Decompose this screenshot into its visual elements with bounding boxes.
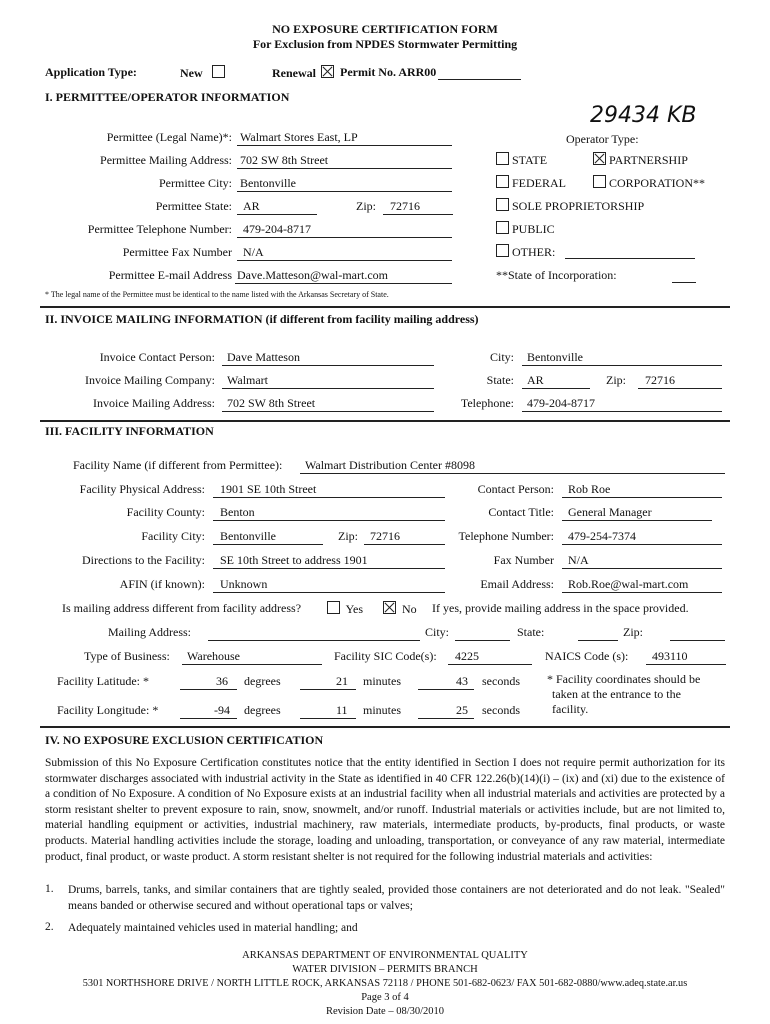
invoice-address-value: 702 SW 8th Street xyxy=(227,396,316,410)
footer-division: WATER DIVISION – PERMITS BRANCH xyxy=(292,964,478,975)
invoice-state-field[interactable] xyxy=(522,388,590,389)
facility-fax-field[interactable] xyxy=(562,568,722,569)
email-label: Permittee E-mail Address xyxy=(108,268,232,282)
longitude-degrees-field[interactable] xyxy=(180,718,237,719)
federal-checkbox[interactable] xyxy=(496,175,509,188)
zip-field[interactable] xyxy=(383,214,453,215)
facility-fax-value: N/A xyxy=(568,553,589,567)
facility-zip-label: Zip: xyxy=(338,529,358,543)
latitude-minutes-value: 21 xyxy=(336,674,348,688)
section-3-heading: III. FACILITY INFORMATION xyxy=(45,424,214,438)
afin-field[interactable] xyxy=(213,592,445,593)
facility-zip-field[interactable] xyxy=(364,544,445,545)
type-other[interactable] xyxy=(496,244,555,260)
phone-field[interactable] xyxy=(237,237,452,238)
facility-mailing-state-field[interactable] xyxy=(578,640,618,641)
latitude-degrees-field[interactable] xyxy=(180,689,237,690)
city-value: Bentonville xyxy=(240,176,296,190)
phone-label: Permittee Telephone Number: xyxy=(87,222,232,236)
facility-mailing-field[interactable] xyxy=(208,640,420,641)
sole-checkbox[interactable] xyxy=(496,198,509,211)
facility-name-field[interactable] xyxy=(300,473,725,474)
coordinates-note-line-2: taken at the entrance to the xyxy=(552,687,681,701)
longitude-minutes-unit: minutes xyxy=(363,703,401,717)
no-checkbox[interactable] xyxy=(383,601,396,614)
state-checkbox[interactable] xyxy=(496,152,509,165)
invoice-contact-field[interactable] xyxy=(222,365,434,366)
invoice-contact-value: Dave Matteson xyxy=(227,350,300,364)
invoice-city-field[interactable] xyxy=(522,365,722,366)
type-other-label: OTHER: xyxy=(512,245,556,259)
permit-number-field[interactable] xyxy=(438,79,521,80)
facility-contact-field[interactable] xyxy=(562,497,722,498)
directions-field[interactable] xyxy=(213,568,445,569)
incorporation-label: **State of Incorporation: xyxy=(496,268,617,282)
latitude-minutes-unit: minutes xyxy=(363,674,401,688)
latitude-degrees-value: 36 xyxy=(216,674,228,688)
longitude-seconds-field[interactable] xyxy=(418,718,474,719)
mailing-label: Permittee Mailing Address: xyxy=(100,153,232,167)
mailing-different-question: Is mailing address different from facility address? xyxy=(62,601,302,615)
facility-email-label: Email Address: xyxy=(480,577,554,591)
type-partnership[interactable] xyxy=(593,152,688,168)
yes-checkbox[interactable] xyxy=(327,601,340,614)
facility-address-value: 1901 SE 10th Street xyxy=(220,482,317,496)
zip-value: 72716 xyxy=(390,199,420,213)
invoice-company-value: Walmart xyxy=(227,373,269,387)
facility-mailing-city-label: City: xyxy=(425,625,450,639)
facility-email-field[interactable] xyxy=(562,592,722,593)
invoice-address-field[interactable] xyxy=(222,411,434,412)
city-field[interactable] xyxy=(237,191,452,192)
facility-mailing-label: Mailing Address: xyxy=(108,625,191,639)
fax-label: Permittee Fax Number xyxy=(122,245,232,259)
facility-county-field[interactable] xyxy=(213,520,445,521)
naics-value: 493110 xyxy=(652,649,688,663)
longitude-seconds-unit: seconds xyxy=(482,703,520,717)
coordinates-note-line-1: * Facility coordinates should be xyxy=(547,672,701,686)
facility-name-value: Walmart Distribution Center #8098 xyxy=(305,458,476,472)
item-2-text: Adequately maintained vehicles used in material handling; and xyxy=(68,922,358,934)
new-option[interactable] xyxy=(180,65,228,81)
facility-title-field[interactable] xyxy=(562,520,712,521)
directions-value: SE 10th Street to address 1901 xyxy=(220,553,368,567)
city-label: Permittee City: xyxy=(159,176,232,190)
afin-value: Unknown xyxy=(220,577,268,591)
type-federal-label: FEDERAL xyxy=(512,176,566,190)
facility-fax-label: Fax Number xyxy=(493,553,554,567)
type-corporation[interactable] xyxy=(593,175,705,191)
invoice-city-value: Bentonville xyxy=(527,350,583,364)
latitude-seconds-unit: seconds xyxy=(482,674,520,688)
afin-label: AFIN (if known): xyxy=(119,577,205,591)
invoice-phone-label: Telephone: xyxy=(460,396,514,410)
email-value: Dave.Matteson@wal-mart.com xyxy=(237,268,389,282)
renewal-checkbox[interactable] xyxy=(321,65,334,78)
application-type-label: Application Type: xyxy=(45,65,137,79)
legal-name-footnote: * The legal name of the Permittee must be identical to the name listed with the Arkansas Secretary of State. xyxy=(45,290,389,299)
directions-label: Directions to the Facility: xyxy=(82,553,205,567)
facility-name-label: Facility Name (if different from Permittee): xyxy=(73,458,283,472)
other-field[interactable] xyxy=(565,258,695,259)
invoice-company-field[interactable] xyxy=(222,388,434,389)
longitude-degrees-unit: degrees xyxy=(244,703,281,717)
section-2-divider xyxy=(40,306,730,308)
facility-city-label: Facility City: xyxy=(141,529,205,543)
certification-paragraph: Submission of this No Exposure Certification constitutes notice that the entity identified in Section I does not require permit authorization for its stormwater discharges associated with industrial activity in the State as identified in 40 CFR 122.26(b)(14)(i) – (ix) and (xi) due to the existence of a condition of No Exposure. A condition of No Exposure exists at an industrial facility when all industrial materials and activities are protected by a storm resistant shelter to prevent exposure to rain, snow, snowmelt, and/or runoff. Industrial materials or activities include, but are not limited to, material handling equipment or activities, industrial machinery, raw materials, intermediate products, by-products, final products, or waste products. Material handling activities include the storage, loading and unloading, transportation, or conveyance of any raw material, intermediate product, final product, or waste product. A storm resistant shelter is not required for the following industrial materials and activities: xyxy=(45,757,725,863)
invoice-state-value: AR xyxy=(527,373,544,387)
type-corporation-label: CORPORATION** xyxy=(609,176,706,190)
other-checkbox[interactable] xyxy=(496,244,509,257)
footer-address: 5301 NORTHSHORE DRIVE / NORTH LITTLE ROCK, ARKANSAS 72118 / PHONE 501-682-0623/ FAX 501-682-0880/www.adeq.state.ar.us xyxy=(82,978,688,989)
invoice-zip-label: Zip: xyxy=(606,373,626,387)
naics-label: NAICS Code (s): xyxy=(545,649,629,663)
mailing-field[interactable] xyxy=(237,168,452,169)
state-value: AR xyxy=(243,199,260,213)
footer-revision: Revision Date – 08/30/2010 xyxy=(325,1006,445,1017)
renewal-label: Renewal xyxy=(272,66,316,80)
facility-mailing-zip-label: Zip: xyxy=(623,625,643,639)
facility-phone-label: Telephone Number: xyxy=(458,529,554,543)
type-public-label: PUBLIC xyxy=(512,222,555,236)
business-type-label: Type of Business: xyxy=(84,649,170,663)
state-field[interactable] xyxy=(237,214,317,215)
longitude-minutes-field[interactable] xyxy=(300,718,356,719)
email-field[interactable] xyxy=(235,283,452,284)
naics-field[interactable] xyxy=(646,664,726,665)
facility-mailing-city-field[interactable] xyxy=(455,640,510,641)
latitude-seconds-field[interactable] xyxy=(418,689,474,690)
permittee-value: Walmart Stores East, LP xyxy=(240,130,358,144)
partnership-checkbox[interactable] xyxy=(593,152,606,165)
form-subtitle: For Exclusion from NPDES Stormwater Permitting xyxy=(252,37,518,51)
zip-label: Zip: xyxy=(356,199,376,213)
form-title: NO EXPOSURE CERTIFICATION FORM xyxy=(272,22,498,36)
public-checkbox[interactable] xyxy=(496,221,509,234)
phone-value: 479-204-8717 xyxy=(243,222,311,236)
invoice-city-label: City: xyxy=(489,350,514,364)
sic-field[interactable] xyxy=(448,664,532,665)
longitude-minutes-value: 11 xyxy=(336,703,348,717)
facility-city-value: Bentonville xyxy=(220,529,276,543)
corporation-checkbox[interactable] xyxy=(593,175,606,188)
invoice-zip-field[interactable] xyxy=(638,388,722,389)
facility-zip-value: 72716 xyxy=(370,529,400,543)
facility-phone-value: 479-254-7374 xyxy=(568,529,636,543)
invoice-state-label: State: xyxy=(486,373,514,387)
handwritten-note: 29434 KB xyxy=(590,103,697,128)
longitude-seconds-value: 25 xyxy=(456,703,468,717)
facility-county-label: Facility County: xyxy=(126,505,205,519)
coordinates-note xyxy=(547,672,700,717)
facility-mailing-state-label: State: xyxy=(517,625,545,639)
type-federal[interactable] xyxy=(496,175,566,191)
mailing-different-yes[interactable] xyxy=(327,601,363,617)
facility-address-label: Facility Physical Address: xyxy=(79,482,205,496)
sic-label: Facility SIC Code(s): xyxy=(334,649,437,663)
latitude-minutes-field[interactable] xyxy=(300,689,356,690)
facility-contact-value: Rob Roe xyxy=(568,482,611,496)
invoice-phone-field[interactable] xyxy=(522,411,722,412)
facility-address-field[interactable] xyxy=(213,497,445,498)
facility-title-label: Contact Title: xyxy=(488,505,554,519)
facility-title-value: General Manager xyxy=(568,505,652,519)
permittee-field[interactable] xyxy=(237,145,452,146)
incorporation-field[interactable] xyxy=(672,282,696,283)
section-4-heading: IV. NO EXPOSURE EXCLUSION CERTIFICATION xyxy=(45,733,324,747)
facility-city-field[interactable] xyxy=(213,544,323,545)
sic-value: 4225 xyxy=(455,649,479,663)
type-partnership-label: PARTNERSHIP xyxy=(609,153,688,167)
facility-mailing-zip-field[interactable] xyxy=(670,640,725,641)
new-checkbox[interactable] xyxy=(212,65,225,78)
new-label: New xyxy=(180,66,203,80)
operator-type-label: Operator Type: xyxy=(566,132,639,146)
section-4-divider xyxy=(40,726,730,728)
footer-page: Page 3 of 4 xyxy=(361,992,409,1003)
facility-county-value: Benton xyxy=(220,505,255,519)
fax-value: N/A xyxy=(243,245,264,259)
mailing-value: 702 SW 8th Street xyxy=(240,153,329,167)
permit-number-label: Permit No. ARR00 xyxy=(340,65,437,79)
section-3-divider xyxy=(40,420,730,422)
item-1-text: Drums, barrels, tanks, and similar containers that are tightly sealed, provided those containers are not deteriorated and do not leak. "Sealed" means banded or otherwise secured and without operational taps or valves; xyxy=(68,884,725,912)
permittee-label: Permittee (Legal Name)*: xyxy=(106,130,232,144)
mailing-different-no[interactable] xyxy=(383,601,417,617)
latitude-seconds-value: 43 xyxy=(456,674,468,688)
section-2-heading: II. INVOICE MAILING INFORMATION (if different from facility mailing address) xyxy=(45,312,479,326)
no-label: No xyxy=(402,602,417,616)
type-sole[interactable] xyxy=(496,198,644,214)
invoice-zip-value: 72716 xyxy=(645,373,675,387)
business-type-value: Warehouse xyxy=(187,649,241,663)
state-label: Permittee State: xyxy=(155,199,232,213)
latitude-label: Facility Latitude: * xyxy=(57,674,149,688)
item-1-number: 1. xyxy=(45,883,54,895)
invoice-company-label: Invoice Mailing Company: xyxy=(85,373,215,387)
longitude-label: Facility Longitude: * xyxy=(57,703,159,717)
facility-contact-label: Contact Person: xyxy=(477,482,554,496)
invoice-phone-value: 479-204-8717 xyxy=(527,396,595,410)
mailing-different-note: If yes, provide mailing address in the space provided. xyxy=(432,601,689,615)
latitude-degrees-unit: degrees xyxy=(244,674,281,688)
fax-field[interactable] xyxy=(237,260,452,261)
longitude-degrees-value: -94 xyxy=(214,703,230,717)
renewal-option[interactable] xyxy=(272,65,337,81)
business-type-field[interactable] xyxy=(182,664,322,665)
section-1-heading: I. PERMITTEE/OPERATOR INFORMATION xyxy=(45,90,290,104)
facility-phone-field[interactable] xyxy=(562,544,722,545)
type-sole-label: SOLE PROPRIETORSHIP xyxy=(512,199,645,213)
invoice-address-label: Invoice Mailing Address: xyxy=(93,396,215,410)
facility-email-value: Rob.Roe@wal-mart.com xyxy=(568,577,689,591)
type-state-label: STATE xyxy=(512,153,548,167)
type-state[interactable] xyxy=(496,152,547,168)
invoice-contact-label: Invoice Contact Person: xyxy=(99,350,215,364)
footer-agency: ARKANSAS DEPARTMENT OF ENVIRONMENTAL QUALITY xyxy=(242,950,528,961)
item-2-number: 2. xyxy=(45,921,54,933)
coordinates-note-line-3: facility. xyxy=(552,702,589,716)
yes-label: Yes xyxy=(345,602,364,616)
type-public[interactable] xyxy=(496,221,555,237)
